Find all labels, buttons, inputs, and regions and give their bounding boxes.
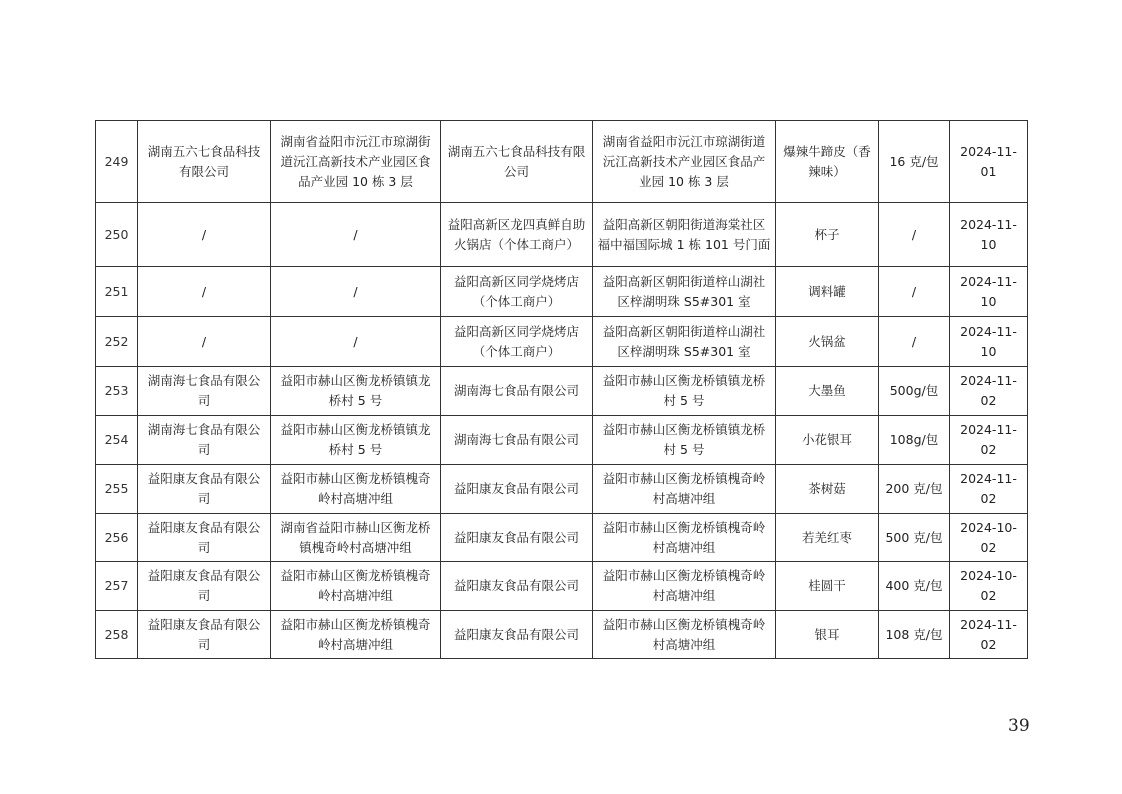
producer-address-cell: 湖南省益阳市沅江市琼湖街道沅江高新技术产业园区食品产业园 10 栋 3 层: [271, 121, 441, 203]
sampled-unit-address-cell: 湖南省益阳市沅江市琼湖街道沅江高新技术产业园区食品产业园 10 栋 3 层: [593, 121, 776, 203]
table-row: [96, 611, 1028, 659]
producer-name-cell: 益阳康友食品有限公司: [138, 514, 271, 562]
product-name-cell: 火锅盆: [776, 317, 879, 367]
producer-name-cell: 益阳康友食品有限公司: [138, 465, 271, 514]
sampled-unit-name-cell: 益阳高新区同学烧烤店（个体工商户）: [441, 317, 593, 367]
table-row: [96, 562, 1028, 611]
specification-cell: /: [879, 317, 950, 367]
producer-address-cell: 益阳市赫山区衡龙桥镇镇龙桥村 5 号: [271, 416, 441, 465]
sampled-unit-name-cell: 益阳康友食品有限公司: [441, 465, 593, 514]
row-number-cell: 251: [96, 267, 138, 317]
sampled-unit-address-cell: 益阳市赫山区衡龙桥镇槐奇岭村高塘冲组: [593, 562, 776, 611]
sampled-unit-address-cell: 益阳市赫山区衡龙桥镇槐奇岭村高塘冲组: [593, 514, 776, 562]
row-number-cell: 254: [96, 416, 138, 465]
specification-cell: 500 克/包: [879, 514, 950, 562]
table-row: [96, 267, 1028, 317]
production-date-cell: 2024-11-10: [950, 203, 1028, 267]
producer-name-cell: /: [138, 317, 271, 367]
table-row: [96, 203, 1028, 267]
producer-address-cell: /: [271, 317, 441, 367]
production-date-cell: 2024-10-02: [950, 562, 1028, 611]
sampled-unit-name-cell: 湖南海七食品有限公司: [441, 416, 593, 465]
sampled-unit-name-cell: 益阳高新区同学烧烤店（个体工商户）: [441, 267, 593, 317]
specification-cell: 200 克/包: [879, 465, 950, 514]
producer-name-cell: /: [138, 267, 271, 317]
production-date-cell: 2024-11-02: [950, 367, 1028, 416]
product-name-cell: 调料罐: [776, 267, 879, 317]
page-number: 39: [1008, 716, 1030, 736]
product-name-cell: 银耳: [776, 611, 879, 659]
table-row: [96, 514, 1028, 562]
sampled-unit-address-cell: 益阳市赫山区衡龙桥镇镇龙桥村 5 号: [593, 416, 776, 465]
table-row: [96, 465, 1028, 514]
row-number-cell: 255: [96, 465, 138, 514]
product-name-cell: 若羌红枣: [776, 514, 879, 562]
product-name-cell: 茶树菇: [776, 465, 879, 514]
producer-address-cell: /: [271, 267, 441, 317]
table-row: [96, 367, 1028, 416]
production-date-cell: 2024-11-10: [950, 267, 1028, 317]
producer-address-cell: 湖南省益阳市赫山区衡龙桥镇槐奇岭村高塘冲组: [271, 514, 441, 562]
table-row: [96, 416, 1028, 465]
producer-address-cell: /: [271, 203, 441, 267]
producer-name-cell: 益阳康友食品有限公司: [138, 562, 271, 611]
specification-cell: 108g/包: [879, 416, 950, 465]
production-date-cell: 2024-11-10: [950, 317, 1028, 367]
product-name-cell: 小花银耳: [776, 416, 879, 465]
food-sampling-table: [95, 120, 1028, 659]
table-row: [96, 121, 1028, 203]
product-name-cell: 爆辣牛蹄皮（香辣味）: [776, 121, 879, 203]
producer-address-cell: 益阳市赫山区衡龙桥镇槐奇岭村高塘冲组: [271, 611, 441, 659]
row-number-cell: 253: [96, 367, 138, 416]
production-date-cell: 2024-10-02: [950, 514, 1028, 562]
producer-address-cell: 益阳市赫山区衡龙桥镇槐奇岭村高塘冲组: [271, 562, 441, 611]
row-number-cell: 257: [96, 562, 138, 611]
specification-cell: 16 克/包: [879, 121, 950, 203]
producer-name-cell: 湖南海七食品有限公司: [138, 416, 271, 465]
product-name-cell: 大墨鱼: [776, 367, 879, 416]
specification-cell: 500g/包: [879, 367, 950, 416]
producer-name-cell: /: [138, 203, 271, 267]
row-number-cell: 256: [96, 514, 138, 562]
production-date-cell: 2024-11-02: [950, 611, 1028, 659]
production-date-cell: 2024-11-02: [950, 465, 1028, 514]
sampled-unit-address-cell: 益阳高新区朝阳街道海棠社区福中福国际城 1 栋 101 号门面: [593, 203, 776, 267]
sampled-unit-address-cell: 益阳市赫山区衡龙桥镇槐奇岭村高塘冲组: [593, 465, 776, 514]
sampled-unit-address-cell: 益阳高新区朝阳街道梓山湖社区梓湖明珠 S5#301 室: [593, 317, 776, 367]
sampled-unit-name-cell: 益阳康友食品有限公司: [441, 611, 593, 659]
sampled-unit-address-cell: 益阳市赫山区衡龙桥镇槐奇岭村高塘冲组: [593, 611, 776, 659]
product-name-cell: 桂圆干: [776, 562, 879, 611]
specification-cell: /: [879, 267, 950, 317]
producer-address-cell: 益阳市赫山区衡龙桥镇镇龙桥村 5 号: [271, 367, 441, 416]
row-number-cell: 249: [96, 121, 138, 203]
sampled-unit-address-cell: 益阳市赫山区衡龙桥镇镇龙桥村 5 号: [593, 367, 776, 416]
specification-cell: /: [879, 203, 950, 267]
specification-cell: 108 克/包: [879, 611, 950, 659]
sampled-unit-name-cell: 湖南海七食品有限公司: [441, 367, 593, 416]
production-date-cell: 2024-11-02: [950, 416, 1028, 465]
production-date-cell: 2024-11-01: [950, 121, 1028, 203]
specification-cell: 400 克/包: [879, 562, 950, 611]
product-name-cell: 杯子: [776, 203, 879, 267]
table-row: [96, 317, 1028, 367]
producer-address-cell: 益阳市赫山区衡龙桥镇槐奇岭村高塘冲组: [271, 465, 441, 514]
sampled-unit-name-cell: 益阳康友食品有限公司: [441, 514, 593, 562]
sampled-unit-name-cell: 益阳高新区龙四真鲜自助火锅店（个体工商户）: [441, 203, 593, 267]
sampled-unit-name-cell: 益阳康友食品有限公司: [441, 562, 593, 611]
producer-name-cell: 湖南海七食品有限公司: [138, 367, 271, 416]
sampled-unit-name-cell: 湖南五六七食品科技有限公司: [441, 121, 593, 203]
sampled-unit-address-cell: 益阳高新区朝阳街道梓山湖社区梓湖明珠 S5#301 室: [593, 267, 776, 317]
row-number-cell: 250: [96, 203, 138, 267]
row-number-cell: 252: [96, 317, 138, 367]
producer-name-cell: 湖南五六七食品科技有限公司: [138, 121, 271, 203]
row-number-cell: 258: [96, 611, 138, 659]
producer-name-cell: 益阳康友食品有限公司: [138, 611, 271, 659]
